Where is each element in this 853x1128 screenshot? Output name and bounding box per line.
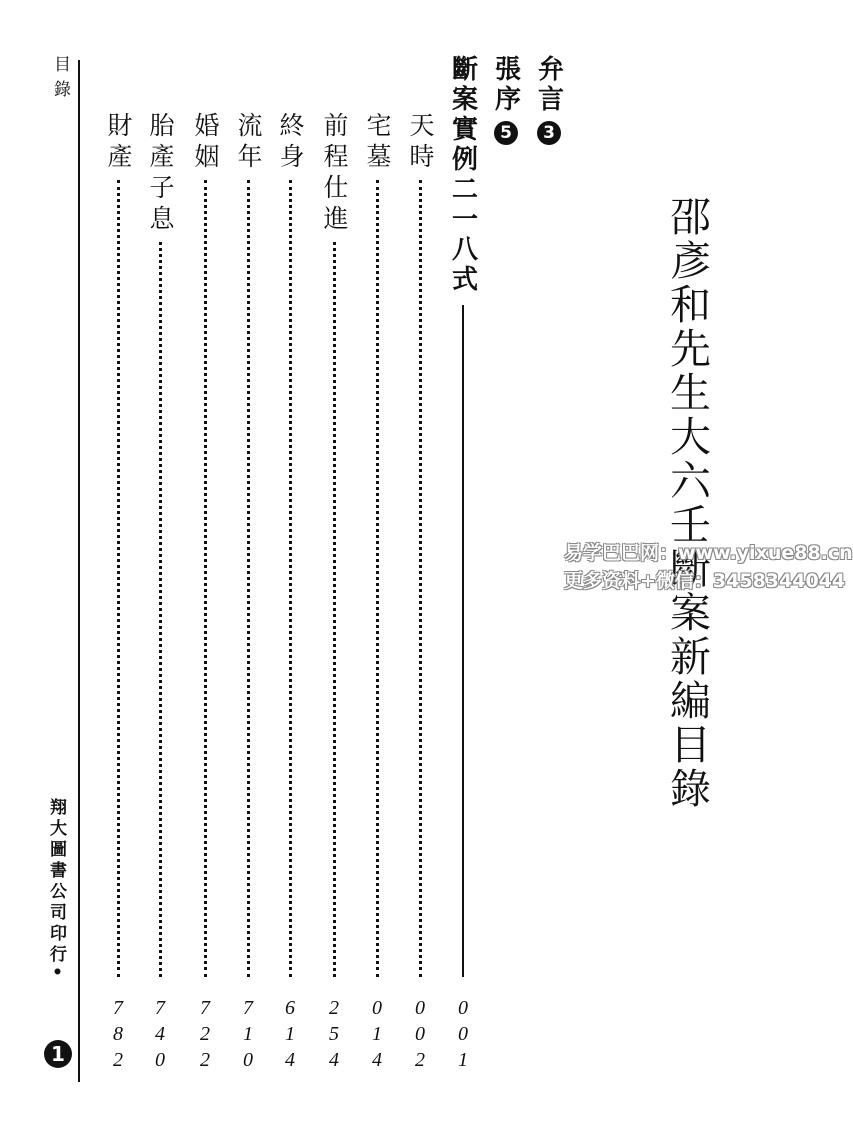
page-title: 邵彥和先生大六壬斷案新編目錄 [663,195,711,811]
toc-page: 0 0 2 [415,997,425,1071]
toc-label: 終身 [276,112,305,174]
page-number: 1 [44,1040,72,1068]
margin-rule [78,60,80,1082]
toc-entry[interactable] [103,112,133,977]
dot-leader [117,180,120,977]
toc-label: 弁言 [533,55,564,115]
toc-entry[interactable] [319,112,349,977]
toc-entry[interactable] [145,112,175,977]
toc-label: 流年 [234,112,263,174]
toc-label: 胎產子息 [146,112,175,236]
section-leader-line [462,305,464,977]
toc-label: 財產 [104,112,133,174]
toc-page: 7 1 0 [243,997,253,1071]
toc-page: 7 4 0 [155,997,165,1071]
dot-leader [289,180,292,977]
dot-leader [333,242,336,977]
toc-page: 3 [537,121,561,145]
toc-page: 2 5 4 [329,997,339,1071]
dot-leader [419,180,422,977]
toc-label: 天時 [406,112,435,174]
publisher: 翔大圖書公司印行• [46,798,66,981]
toc-page: 7 8 2 [113,997,123,1071]
toc-label: 婚姻 [191,112,220,174]
dot-leader [159,242,162,977]
toc-section[interactable] [445,55,481,977]
toc-page: 7 2 2 [200,997,210,1071]
toc-entry[interactable] [190,112,220,977]
toc-label: 張序 [490,55,521,115]
toc-page: 5 [494,121,518,145]
watermark-line1: 易学巴巴网：www.yixue88.cn [564,542,853,564]
section-label: 斷案實例二一八式 [447,55,478,295]
dot-leader [247,180,250,977]
toc-entry[interactable] [233,112,263,977]
toc-entry[interactable] [275,112,305,977]
toc-front-zhang-preface[interactable] [488,55,524,145]
toc-label: 宅墓 [363,112,392,174]
section-page: 0 0 1 [458,997,468,1071]
toc-entry[interactable] [405,112,435,977]
toc-page: 0 1 4 [372,997,382,1071]
dot-leader [204,180,207,977]
margin-label: 目錄 [50,55,70,105]
dot-leader [376,180,379,977]
toc-label: 前程仕進 [320,112,349,236]
watermark-line2: 更多资料+微信：3458344044 [564,570,846,592]
toc-entry[interactable] [362,112,392,977]
toc-page: 6 1 4 [285,997,295,1071]
toc-front-preface[interactable] [531,55,567,145]
